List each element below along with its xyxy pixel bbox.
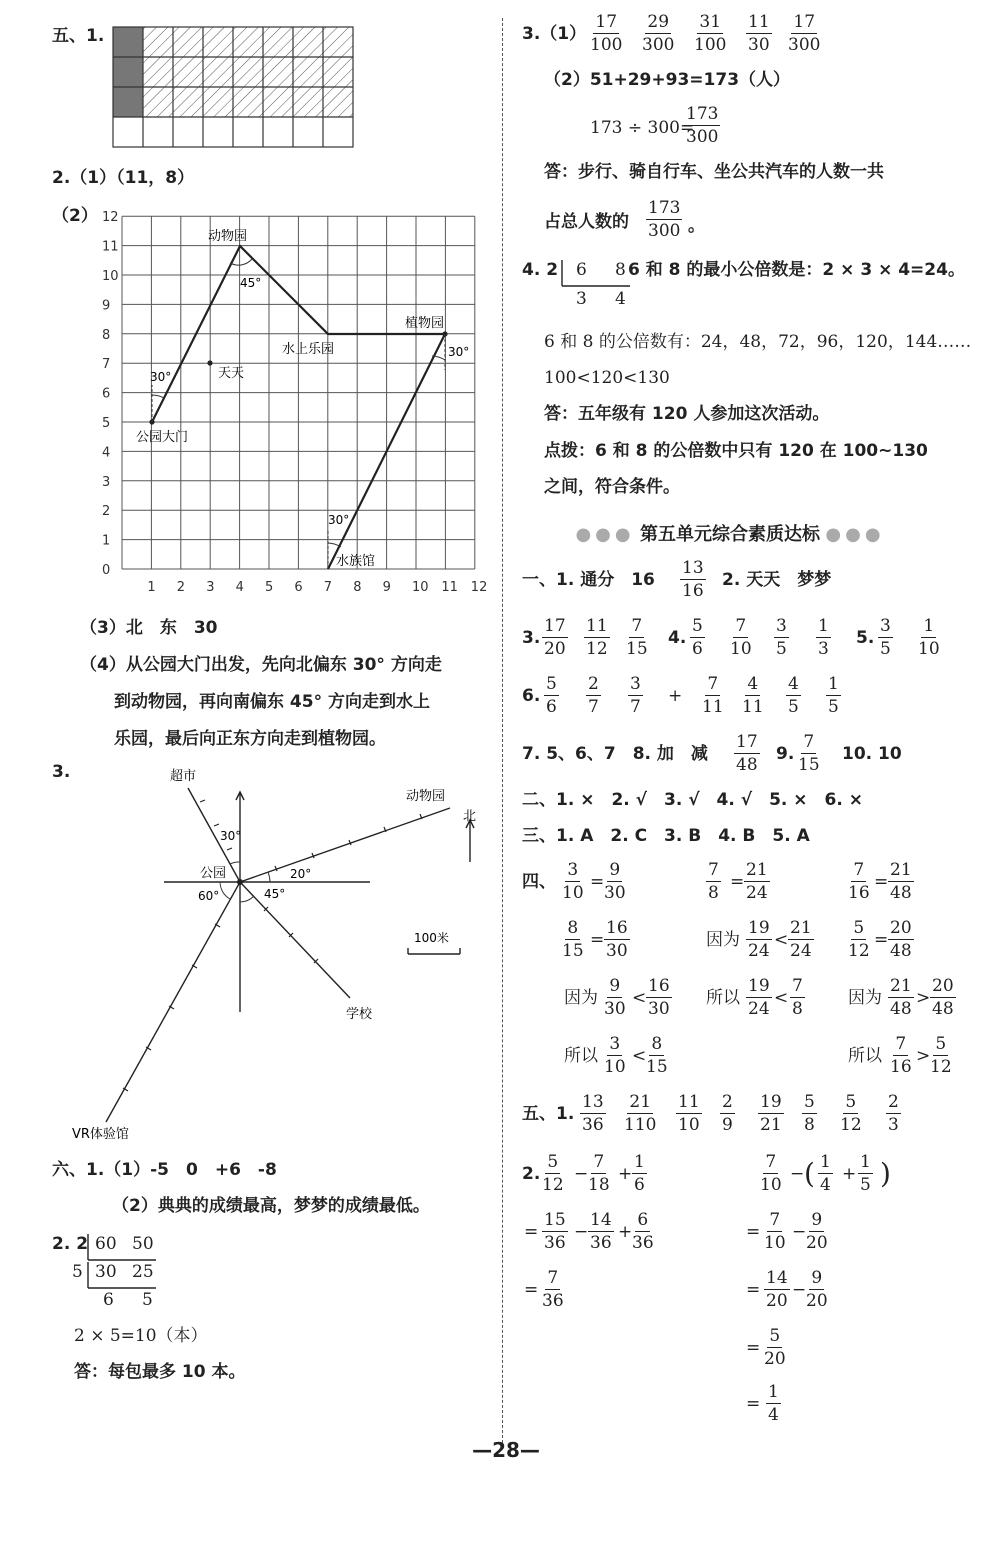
r-q3-answer-frac: $\frac{173}{300}$ bbox=[648, 198, 681, 241]
y-tick-label: 1 bbox=[102, 533, 111, 549]
r-q3-frac-2: $\frac{31}{100}$ bbox=[694, 12, 727, 55]
s5-2b-op1: − bbox=[790, 1164, 805, 1184]
coordinate-grid bbox=[90, 205, 490, 605]
x-tick-label: 8 bbox=[353, 580, 362, 595]
x-tick-label: 3 bbox=[206, 580, 215, 595]
page-number: —28— bbox=[472, 1438, 540, 1462]
x-tick-label: 2 bbox=[176, 580, 186, 595]
y-tick-label: 11 bbox=[102, 239, 119, 255]
s5-2b-f1: $\frac{7}{10}$ bbox=[760, 1152, 782, 1195]
s4-c2r2-lead: 因为 bbox=[706, 930, 740, 950]
section5-q1-label: 五、1. bbox=[52, 26, 105, 46]
s5-2a-s2-f1: $\frac{15}{36}$ bbox=[544, 1210, 566, 1253]
s4-c3r3-f1: $\frac{21}{48}$ bbox=[890, 976, 912, 1019]
s1-q4-frac-2: $\frac{3}{5}$ bbox=[776, 616, 787, 659]
s4-c1r3-op: < bbox=[632, 988, 647, 1008]
s4-c3r3-f2: $\frac{20}{48}$ bbox=[932, 976, 954, 1019]
s1-q3-frac-0: $\frac{17}{20}$ bbox=[544, 616, 566, 659]
s1-q4-frac-3: $\frac{1}{3}$ bbox=[818, 616, 829, 659]
division-lines-left bbox=[84, 1232, 164, 1292]
s4-c1r4-lead: 所以 bbox=[564, 1046, 598, 1066]
s4-c3r1-op: = bbox=[874, 872, 889, 892]
s5-2b-s4-eq: = bbox=[746, 1338, 761, 1358]
s4-c3r4-f1: $\frac{7}{16}$ bbox=[890, 1034, 912, 1077]
y-tick-label: 4 bbox=[102, 445, 111, 461]
y-tick-label: 10 bbox=[102, 269, 119, 284]
s5-2b-s2-op1: − bbox=[792, 1222, 807, 1242]
s4-c3r2-f2: $\frac{20}{48}$ bbox=[890, 918, 912, 961]
angle-45-school: 45° bbox=[264, 887, 286, 901]
s5-2b-s5-eq: = bbox=[746, 1394, 761, 1414]
s4-c1r2-f1: $\frac{8}{15}$ bbox=[562, 918, 584, 961]
s5-frac-7: $\frac{2}{3}$ bbox=[888, 1092, 899, 1135]
label-aquarium: 水族馆 bbox=[336, 554, 376, 569]
s1-q10: 10. 10 bbox=[842, 744, 902, 764]
x-tick-label: 7 bbox=[323, 580, 333, 595]
s4-c2r2-op: < bbox=[774, 930, 789, 950]
s1-q6-frac-5: $\frac{4}{5}$ bbox=[788, 674, 799, 717]
r-q4-tip-line1: 点拨：6 和 8 的公倍数中只有 120 在 100~130 bbox=[544, 441, 928, 461]
s1-q6-plus: + bbox=[668, 686, 683, 706]
label-map-zoo: 动物园 bbox=[406, 789, 446, 804]
s5-2a-s2-op1: − bbox=[574, 1222, 589, 1242]
s1-q5-frac-1: $\frac{1}{10}$ bbox=[918, 616, 940, 659]
x-tick-label: 6 bbox=[294, 580, 303, 595]
s4-c3r2-f1: $\frac{5}{12}$ bbox=[848, 918, 870, 961]
s5-frac-2: $\frac{11}{10}$ bbox=[678, 1092, 700, 1135]
division-r2-lead: 5 bbox=[72, 1262, 83, 1282]
x-tick-label: 10 bbox=[412, 580, 429, 595]
r-q3-calc-lead: 173 ÷ 300= bbox=[590, 118, 695, 138]
x-tick-label: 1 bbox=[147, 580, 156, 595]
x-tick-label: 9 bbox=[382, 580, 391, 595]
y-tick-label: 0 bbox=[102, 563, 111, 578]
s4-c2r2-f2: $\frac{21}{24}$ bbox=[790, 918, 812, 961]
s5-frac-0: $\frac{13}{36}$ bbox=[582, 1092, 604, 1135]
angle-30-market: 30° bbox=[220, 829, 242, 843]
y-tick-label: 7 bbox=[102, 357, 111, 373]
angle-60-vr: 60° bbox=[198, 889, 220, 903]
s4-c1r4-f1: $\frac{3}{10}$ bbox=[604, 1034, 626, 1077]
q2-part1: 2.（1）（11，8） bbox=[52, 168, 195, 188]
s4-c3r3-lead: 因为 bbox=[848, 988, 882, 1008]
s5-2a-f1: $\frac{5}{12}$ bbox=[542, 1152, 564, 1195]
section6-q1-part2: （2）典典的成绩最高，梦梦的成绩最低。 bbox=[112, 1196, 430, 1216]
r-q4-lead: 4. 2 bbox=[522, 260, 559, 280]
s1-q4-frac-1: $\frac{7}{10}$ bbox=[730, 616, 752, 659]
label-zoo: 动物园 bbox=[208, 229, 248, 244]
y-tick-label: 8 bbox=[102, 327, 111, 343]
r-q4-b: 8 bbox=[615, 260, 626, 280]
q2-part4-line2: 到动物园，再向南偏东 45° 方向走到水上 bbox=[114, 692, 430, 712]
label-school: 学校 bbox=[346, 1007, 373, 1022]
division-lines-right bbox=[556, 258, 636, 292]
s1-q6-label: 6. bbox=[522, 686, 541, 706]
division-calc: 2 × 5=10（本） bbox=[74, 1326, 208, 1346]
s4-c2r3-op: < bbox=[774, 988, 789, 1008]
r-q3-lead: 3.（1） bbox=[522, 24, 587, 44]
s4-c3r4-f2: $\frac{5}{12}$ bbox=[930, 1034, 952, 1077]
s5-2a-op1: − bbox=[574, 1164, 589, 1184]
division-r1a: 60 bbox=[95, 1234, 117, 1254]
s4-c3r4-op: > bbox=[916, 1046, 931, 1066]
label-park: 公园 bbox=[200, 866, 227, 881]
s4-c1r2-op: = bbox=[590, 930, 605, 950]
column-divider bbox=[502, 18, 503, 1448]
fraction-grid-figure bbox=[112, 26, 354, 148]
s5-2b-s5-f1: $\frac{1}{4}$ bbox=[768, 1382, 779, 1425]
s1-line1a: 一、1. 通分 16 bbox=[522, 570, 655, 590]
r-q3-part2: （2）51+29+93=173（人） bbox=[544, 70, 791, 90]
s1-q9-frac: $\frac{7}{15}$ bbox=[798, 732, 820, 775]
x-tick-label: 12 bbox=[470, 580, 488, 595]
r-q3-frac-0: $\frac{17}{100}$ bbox=[590, 12, 623, 55]
s4-c3r1-f2: $\frac{21}{48}$ bbox=[890, 860, 912, 903]
x-tick-label: 5 bbox=[265, 580, 274, 595]
s4-c2r2-f1: $\frac{19}{24}$ bbox=[748, 918, 770, 961]
s5-2a-s2-eq: = bbox=[524, 1222, 539, 1242]
s4-c2r1-f2: $\frac{21}{24}$ bbox=[746, 860, 768, 903]
x-tick-label: 11 bbox=[441, 580, 458, 595]
s5-frac-4: $\frac{19}{21}$ bbox=[760, 1092, 782, 1135]
s1-q6-frac-6: $\frac{1}{5}$ bbox=[828, 674, 839, 717]
banner-dots-left: ●●● bbox=[575, 524, 635, 545]
s1-q6-frac-3: $\frac{7}{11}$ bbox=[702, 674, 724, 717]
s1-q3-frac-1: $\frac{11}{12}$ bbox=[586, 616, 608, 659]
s5-2-lead: 2. bbox=[522, 1164, 541, 1184]
y-tick-label: 2 bbox=[102, 504, 111, 520]
s5-2b-s3-f2: $\frac{9}{20}$ bbox=[806, 1268, 828, 1311]
r-q4-tip-line2: 之间，符合条件。 bbox=[544, 477, 680, 497]
s1-q6-frac-1: $\frac{2}{7}$ bbox=[588, 674, 599, 717]
s5-frac-5: $\frac{5}{8}$ bbox=[804, 1092, 815, 1135]
s1-q4-frac-0: $\frac{5}{6}$ bbox=[692, 616, 703, 659]
y-tick-label: 9 bbox=[102, 298, 111, 314]
banner-title: 第五单元综合素质达标 bbox=[640, 524, 820, 545]
s5-2b-s2-f1: $\frac{7}{10}$ bbox=[764, 1210, 786, 1253]
s1-q4-label: 4. bbox=[668, 628, 687, 648]
s1-q5-frac-0: $\frac{3}{5}$ bbox=[880, 616, 891, 659]
s4-c1r1-op: = bbox=[590, 872, 605, 892]
s4-c2r3-f1: $\frac{19}{24}$ bbox=[748, 976, 770, 1019]
r-q3-answer-line1: 答：步行、骑自行车、坐公共汽车的人数一共 bbox=[544, 162, 884, 182]
label-gate: 公园大门 bbox=[136, 430, 189, 445]
s4-c2r1-f1: $\frac{7}{8}$ bbox=[708, 860, 719, 903]
s4-c1r3-lead: 因为 bbox=[564, 988, 598, 1008]
s1-line1-frac: $\frac{13}{16}$ bbox=[682, 558, 704, 601]
label-tiantian: 天天 bbox=[218, 366, 245, 381]
r-q3-frac-1: $\frac{29}{300}$ bbox=[642, 12, 675, 55]
s5-2b-lparen: ( bbox=[804, 1157, 815, 1190]
section4-lead: 四、 bbox=[522, 872, 556, 892]
r-q4-lcm: 6 和 8 的最小公倍数是：2 × 3 × 4=24。 bbox=[628, 260, 965, 280]
q2-part3: （3）北 东 30 bbox=[80, 618, 218, 638]
r-q4-answer: 答：五年级有 120 人参加这次活动。 bbox=[544, 404, 830, 424]
s5-2a-s2-op2: + bbox=[618, 1222, 633, 1242]
q2-part2-label: （2） bbox=[52, 206, 98, 226]
s5-2b-s3-op1: − bbox=[792, 1280, 807, 1300]
s1-q6-frac-0: $\frac{5}{6}$ bbox=[546, 674, 557, 717]
s4-c1r3-f1: $\frac{9}{30}$ bbox=[604, 976, 626, 1019]
r-q3-calc-frac: $\frac{173}{300}$ bbox=[686, 104, 719, 147]
division-answer: 答：每包最多 10 本。 bbox=[74, 1362, 246, 1382]
s4-c2r3-lead: 所以 bbox=[706, 988, 740, 1008]
x-tick-label: 4 bbox=[235, 580, 244, 595]
banner-dots-right: ●●● bbox=[825, 524, 885, 545]
label-market: 超市 bbox=[170, 769, 197, 784]
s5-2b-s3-eq: = bbox=[746, 1280, 761, 1300]
s5-2b-s3-f1: $\frac{14}{20}$ bbox=[766, 1268, 788, 1311]
y-tick-label: 6 bbox=[102, 386, 111, 402]
label-north: 北 bbox=[463, 809, 477, 824]
r-q3-frac-4: $\frac{17}{300}$ bbox=[788, 12, 821, 55]
r-q4-a: 6 bbox=[576, 260, 587, 280]
y-tick-label: 3 bbox=[102, 474, 111, 490]
s1-q3-frac-2: $\frac{7}{15}$ bbox=[626, 616, 648, 659]
s1-q6-frac-2: $\frac{3}{7}$ bbox=[630, 674, 641, 717]
s1-q7: 7. 5、6、7 8. 加 减 bbox=[522, 744, 708, 764]
angle-20-zoo: 20° bbox=[290, 867, 312, 881]
s4-c1r1-f2: $\frac{9}{30}$ bbox=[604, 860, 626, 903]
division-r3b: 5 bbox=[142, 1290, 153, 1310]
unit-banner bbox=[535, 520, 925, 546]
section6-q1-part1: 六、1.（1）-5 0 +6 -8 bbox=[52, 1160, 277, 1180]
s1-q3-label: 3. bbox=[522, 628, 541, 648]
s5-2a-s3-eq: = bbox=[524, 1280, 539, 1300]
s5-2b-s4-f1: $\frac{5}{20}$ bbox=[764, 1326, 786, 1369]
s4-c1r1-f1: $\frac{3}{10}$ bbox=[562, 860, 584, 903]
s1-q9-label: 9. bbox=[776, 744, 795, 764]
q2-part4-line3: 乐园，最后向正东方向走到植物园。 bbox=[114, 729, 386, 749]
section5-lead: 五、1. bbox=[522, 1104, 575, 1124]
s5-2a-s2-f3: $\frac{6}{36}$ bbox=[632, 1210, 654, 1253]
s5-frac-3: $\frac{2}{9}$ bbox=[722, 1092, 733, 1135]
s5-2b-f3: $\frac{1}{5}$ bbox=[860, 1152, 871, 1195]
label-scale: 100米 bbox=[414, 931, 449, 945]
y-tick-label: 5 bbox=[102, 416, 111, 431]
point-tiantian bbox=[207, 360, 212, 365]
section2: 二、1. × 2. √ 3. √ 4. √ 5. × 6. × bbox=[522, 790, 863, 810]
s5-2b-s2-eq: = bbox=[746, 1222, 761, 1242]
q3-label: 3. bbox=[52, 762, 71, 782]
division-r1b: 50 bbox=[132, 1234, 154, 1254]
angle-45: 45° bbox=[240, 276, 262, 290]
division-r3a: 6 bbox=[103, 1290, 114, 1310]
s4-c3r4-lead: 所以 bbox=[848, 1046, 882, 1066]
q2-part4-line1: （4）从公园大门出发，先向北偏东 30° 方向走 bbox=[80, 655, 442, 675]
s1-q8-frac: $\frac{17}{48}$ bbox=[736, 732, 758, 775]
angle-30-aquarium: 30° bbox=[328, 513, 350, 527]
s4-c1r2-f2: $\frac{16}{30}$ bbox=[606, 918, 628, 961]
s1-line1b: 2. 天天 梦梦 bbox=[722, 570, 832, 590]
s5-2b-s2-f2: $\frac{9}{20}$ bbox=[806, 1210, 828, 1253]
s4-c2r3-f2: $\frac{7}{8}$ bbox=[792, 976, 803, 1019]
s5-frac-6: $\frac{5}{12}$ bbox=[840, 1092, 862, 1135]
s5-2a-f3: $\frac{1}{6}$ bbox=[634, 1152, 645, 1195]
division-lead: 2. 2 bbox=[52, 1234, 89, 1254]
s5-2b-f2: $\frac{1}{4}$ bbox=[820, 1152, 831, 1195]
s4-c1r4-op: < bbox=[632, 1046, 647, 1066]
r-q4-inequality: 100<120<130 bbox=[544, 368, 670, 388]
s5-frac-1: $\frac{21}{110}$ bbox=[624, 1092, 657, 1135]
s5-2a-op2: + bbox=[618, 1164, 633, 1184]
s4-c3r3-op: > bbox=[916, 988, 931, 1008]
division-r2b: 25 bbox=[132, 1262, 154, 1282]
s4-c3r2-op: = bbox=[874, 930, 889, 950]
s5-2a-f2: $\frac{7}{18}$ bbox=[588, 1152, 610, 1195]
section3: 三、1. A 2. C 3. B 4. B 5. A bbox=[522, 826, 810, 846]
s5-2b-op2: + bbox=[842, 1164, 857, 1184]
r-q3-frac-3: $\frac{11}{30}$ bbox=[748, 12, 770, 55]
label-water-park: 水上乐园 bbox=[282, 342, 335, 357]
s4-c2r1-op: = bbox=[730, 872, 745, 892]
r-q3-answer-end: 。 bbox=[688, 216, 705, 236]
s4-c3r1-f1: $\frac{7}{16}$ bbox=[848, 860, 870, 903]
angle-30-gate: 30° bbox=[150, 370, 172, 384]
s4-c1r4-f2: $\frac{8}{15}$ bbox=[646, 1034, 668, 1077]
r-q4-r2b: 4 bbox=[615, 289, 626, 309]
s5-2b-rparen: ) bbox=[880, 1157, 891, 1190]
y-tick-label: 12 bbox=[102, 210, 119, 226]
direction-map bbox=[60, 762, 480, 1152]
s5-2a-s3-f1: $\frac{7}{36}$ bbox=[542, 1268, 564, 1311]
s1-q6-frac-4: $\frac{4}{11}$ bbox=[742, 674, 764, 717]
s5-2a-s2-f2: $\frac{14}{36}$ bbox=[590, 1210, 612, 1253]
r-q3-answer-line2: 占总人数的 bbox=[544, 212, 629, 232]
label-vr: VR体验馆 bbox=[72, 1127, 129, 1142]
r-q4-multiples: 6 和 8 的公倍数有：24，48，72，96，120，144…… bbox=[544, 332, 972, 352]
r-q4-r2a: 3 bbox=[576, 289, 587, 309]
s4-c1r3-f2: $\frac{16}{30}$ bbox=[648, 976, 670, 1019]
s1-q5-label: 5. bbox=[856, 628, 875, 648]
angle-30-botanical: 30° bbox=[448, 345, 470, 359]
label-botanical: 植物园 bbox=[405, 316, 445, 331]
division-r2a: 30 bbox=[95, 1262, 117, 1282]
